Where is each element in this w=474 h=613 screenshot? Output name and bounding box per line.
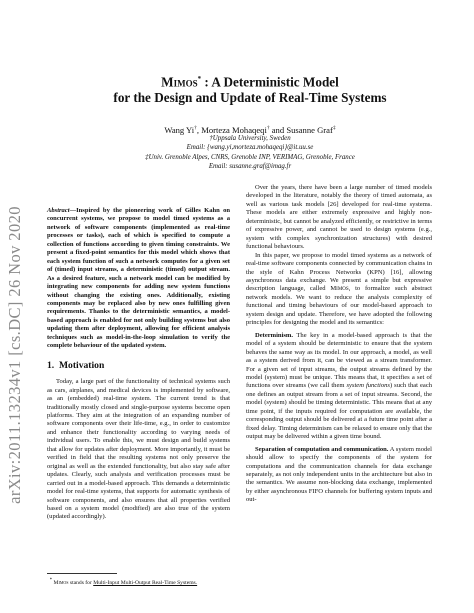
footnote-mark: *	[49, 578, 53, 583]
system-functions-term: system functions	[346, 382, 390, 390]
footnote-model-name: Mimos	[53, 579, 69, 586]
right-column	[246, 184, 432, 505]
abstract	[47, 207, 230, 351]
title-line1-rest: : A Deterministic Model	[204, 74, 339, 90]
section-heading	[47, 359, 230, 371]
author-3: Susanne Graf	[286, 124, 333, 135]
determinism-paragraph	[246, 332, 432, 442]
footnote-rule	[47, 573, 117, 574]
author-sep-1: ,	[196, 124, 202, 135]
separation-text: A system model should allow to specify the components of the system for computations and the communication channels for data exchange separately, as not only independent units in the architecture but also in the semantics. We assume non-blocking data exchange, implemented by either asynchronous FIFO channels for buffering system inputs and out-	[246, 445, 432, 504]
affiliation-uppsala: †Uppsala University, Sweden	[209, 135, 291, 142]
section-number: 1.	[47, 359, 55, 371]
determinism-text-a: The key in a model-based approach is that the model of a system should be deterministic to ensure that the system behaves the same way as its model. In our approach, a model, as well as a system derived from it, can be viewed as a stream transformer. For a given set of input streams, the output streams defined by the model (system) must be unique. This means that, it specifies a set of functions over streams (we call them	[246, 331, 432, 390]
email-grenoble: Email: susanne.graf@imag.fr	[208, 162, 292, 170]
determinism-text-b: ) such that each one defines an output stream from a set of input streams. Second, the model (system) should be timing deterministic. This means that at any time point, if the inputs required for computation are available, the corresponding output should be delivered at a future time point after a fixed delay. Timing determinism can be relaxed to ensure only that the output may be delivered within a given time bound.	[246, 382, 432, 441]
right-paragraph-2	[246, 252, 432, 328]
paper-title	[60, 71, 440, 106]
abstract-lead: Abstract	[47, 207, 70, 214]
model-name-inline: Mimos	[330, 285, 349, 293]
right-paragraph-1: Over the years, there have been a large number of timed models developed in the literature, notably the theory of timed automata, as well as various task models [26] developed for real-time systems. These models are either extremely expressive and highly non-deterministic, but cannot be analyzed efficiently, or restrictive in terms of expressive power, and cannot be used to design systems (e.g., system with complex synchronization structures) with desired functional behaviours.	[246, 184, 432, 251]
author-sep-2: and	[269, 124, 287, 135]
left-column	[47, 207, 230, 522]
arxiv-stamp-text: arXiv:2011.13234v1 [cs.DC] 26 Nov 2020	[5, 206, 24, 504]
author-2-mark: †	[266, 125, 270, 131]
separation-heading: Separation of computation and communication.	[255, 445, 389, 453]
title-footnote-mark: *	[197, 75, 202, 83]
arxiv-stamp	[4, 150, 26, 560]
paragraph-2-text-b: , to formalize such abstract network models. We want to reduce the analysis complexity of functional and timing behaviours of our model-based approach to system design and update. Therefore, we have adopted the following principles for designing the model and its semantics:	[246, 285, 433, 327]
author-1: Wang Yi	[164, 124, 195, 135]
author-3-mark: ‡	[332, 125, 336, 131]
separation-paragraph	[246, 446, 432, 505]
footnote-text-a: stands for	[68, 579, 94, 586]
email-uppsala: Email: {wang.yi,morteza.mohaqeqi}@it.uu.se	[186, 144, 314, 152]
title-line2: for the Design and Update of Real-Time Systems	[113, 90, 387, 106]
paragraph-2-text-a: In this paper, we propose to model timed systems as a network of real-time software components connected by communication chains in the style of Kahn Process Networks (KPN) [16], allowing asynchronous data exchange. We present a simple but expressive description language, called	[246, 251, 432, 293]
footnote-expansion: Multi-Input Multi-Output Real-Time Systems.	[93, 579, 198, 586]
affiliation-grenoble: ‡Univ. Grenoble Alpes, CNRS, Grenoble INP, VERIMAG, Grenoble, France	[145, 153, 355, 161]
title-model-name: Mimos	[161, 74, 198, 90]
affiliations	[60, 134, 440, 171]
motivation-paragraph: Today, a large part of the functionality of technical systems such as cars, airplanes, and medical devices is implemented by software, as an (embedded) real-time system. The current trend is that traditionally mostly closed and single-purpose systems become open platforms. They aim at the integration of an expanding number of software components over their life-time, e.g., in order to customize and enhance their functionality according to varying needs of individual users. To enable this, we must design and build systems that allow for updates after deployment. More importantly, it must be verified in field that the resulting systems not only preserve the original as well as the extended functionality, but also stay safe after updates. Clearly, such analysis and verification processes must be carried out in a model-based approach. This demands a deterministic model for real-time systems, that supports for automatic synthesis of software components, and also ensures that all properties verified based on a system model (modified) are also true of the system (updated accordingly).	[47, 378, 230, 521]
author-2: Morteza Mohaqeqi	[201, 124, 267, 135]
author-1-mark: †	[194, 125, 197, 131]
abstract-text: —Inspired by the pioneering work of Gilles Kahn on concurrent systems, we propose to model timed systems as a network of software components (implemented as real-time processes or tasks), each of which is specified to compute a collection of functions according to given timing constraints. We present a fixed-point semantics for this model which shows that each system function of such a network computes for a given set of (timed) input streams, a deterministic (timed) output stream. As a desired feature, such a network model can be modified by integrating new components for adding new system functions without changing the existing ones. Additionally, existing components may be replaced also by new ones fulfilling given requirements. Thanks to the deterministic semantics, a model-based approach is enabled for not only building systems but also updating them after deployment, allowing for efficient analysis techniques such as model-in-the-loop simulation to verify the complete behaviour of the updated system.	[47, 207, 230, 350]
determinism-heading: Determinism.	[255, 331, 293, 339]
footnote	[47, 577, 237, 587]
section-title: Motivation	[59, 359, 105, 371]
